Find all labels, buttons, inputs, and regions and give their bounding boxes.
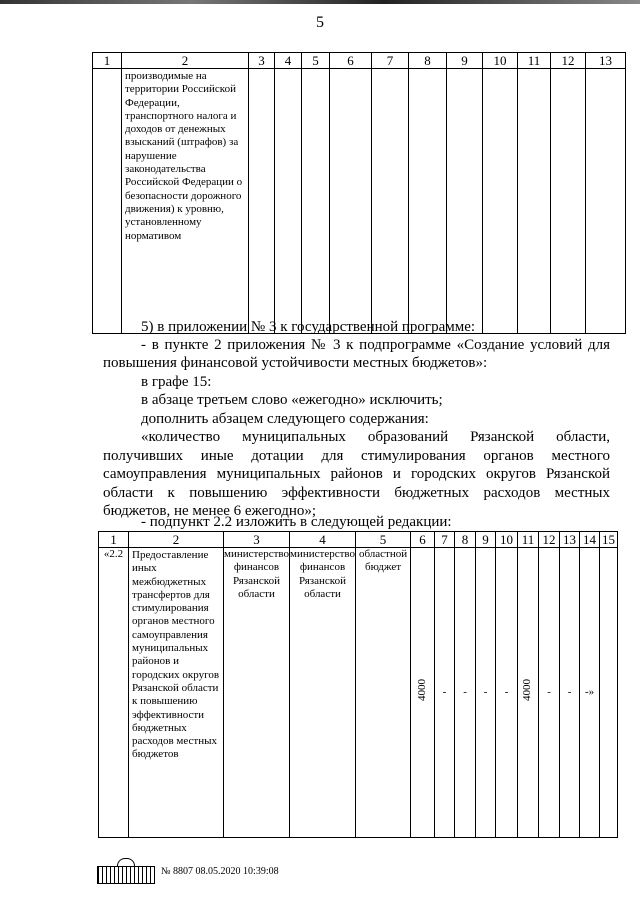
- column-header: 11: [518, 532, 539, 548]
- table-cell: [483, 69, 518, 334]
- table-cell: -: [496, 548, 518, 838]
- column-header: 3: [224, 532, 290, 548]
- amount-value: 4000: [415, 679, 428, 702]
- table-cell: [275, 69, 302, 334]
- column-header: 9: [476, 532, 496, 548]
- column-header: 6: [330, 53, 372, 69]
- paragraph-item-5: 5) в приложении № 3 к государственной программе:: [141, 319, 476, 335]
- document-footer: [97, 858, 279, 884]
- column-header: 4: [275, 53, 302, 69]
- column-header: 11: [518, 53, 551, 69]
- table-subitem-2-2: [98, 531, 618, 838]
- column-header: 12: [551, 53, 586, 69]
- column-header: 8: [409, 53, 447, 69]
- table-cell: -: [435, 548, 455, 838]
- column-header: 3: [249, 53, 275, 69]
- column-header: 4: [290, 532, 356, 548]
- paragraph-amendment-line1: - в пункте 2 приложения № 3 к подпрограмме «Создание условий для: [141, 337, 610, 353]
- column-header: 2: [129, 532, 224, 548]
- table-cell: -: [476, 548, 496, 838]
- amount-value: 4000: [521, 679, 534, 702]
- table-continuation: [92, 52, 626, 334]
- table-cell: -: [560, 548, 580, 838]
- table-cell: [302, 69, 330, 334]
- quote-line-4: области к повышению эффективности бюджетных расходов местных: [103, 485, 610, 501]
- paragraph-column-15: в графе 15:: [141, 374, 212, 390]
- description-cell: производимые на территории Российской Федерации, транспортного налога и доходов от денежных взысканий (штрафов) за нарушение законодательства Российской Федерации о безопасности дорожного движения) к уровню, установленному нормативом: [122, 69, 249, 334]
- column-header: 14: [580, 532, 600, 548]
- column-header: 7: [435, 532, 455, 548]
- page-number: 5: [316, 14, 324, 31]
- quote-line-5: бюджетов, не менее 6 ежегодно»;: [103, 503, 317, 519]
- table-cell: [409, 69, 447, 334]
- table-header-row: [93, 53, 626, 69]
- paragraph-remove-word: в абзаце третьем слово «ежегодно» исключить;: [141, 392, 443, 408]
- table-cell: [249, 69, 275, 334]
- column-header: 9: [447, 53, 483, 69]
- recipient-cell: министерство финансов Рязанской области: [290, 548, 356, 838]
- column-header: 8: [455, 532, 476, 548]
- table-cell: -: [455, 548, 476, 838]
- scan-edge: [0, 0, 640, 4]
- column-header: 2: [122, 53, 249, 69]
- quote-line-1: «количество муниципальных образований Рязанской области,: [141, 429, 610, 445]
- table-cell: [551, 69, 586, 334]
- column-header: 5: [356, 532, 411, 548]
- table-cell: [586, 69, 626, 334]
- table-cell: [600, 548, 618, 838]
- table-header-row: [99, 532, 618, 548]
- registration-stamp-icon: [97, 858, 153, 884]
- funding-source-cell: областной бюджет: [356, 548, 411, 838]
- table-cell: -: [539, 548, 560, 838]
- paragraph-amendment-line2: повышения финансовой устойчивости местных бюджетов»:: [103, 355, 488, 371]
- paragraph-add-paragraph: дополнить абзацем следующего содержания:: [141, 411, 429, 427]
- document-registration-info: № 8807 08.05.2020 10:39:08: [161, 865, 279, 877]
- table-cell: [93, 69, 122, 334]
- table-cell: [447, 69, 483, 334]
- quote-line-2: получивших иные дотации для стимулирования органов местного: [103, 448, 610, 464]
- description-cell: Предоставление иных межбюджетных трансфертов для стимулирования органов местного самоуправления муниципальных районов и городских округов Рязанской области к повышению эффективности бюджетных расходов местных бюджетов: [129, 548, 224, 838]
- column-header: 6: [411, 532, 435, 548]
- table-cell: [372, 69, 409, 334]
- column-header: 12: [539, 532, 560, 548]
- column-header: 13: [560, 532, 580, 548]
- amount-cell: [411, 548, 435, 838]
- column-header: 7: [372, 53, 409, 69]
- table-cell: [330, 69, 372, 334]
- table-row: [93, 69, 626, 334]
- table-cell: [518, 69, 551, 334]
- table-row: [99, 548, 618, 838]
- column-header: 1: [99, 532, 129, 548]
- row-number: «2.2: [99, 548, 129, 838]
- column-header: 10: [496, 532, 518, 548]
- column-header: 10: [483, 53, 518, 69]
- column-header: 13: [586, 53, 626, 69]
- table-cell: -»: [580, 548, 600, 838]
- column-header: 1: [93, 53, 122, 69]
- executor-cell: министерство финансов Рязанской области: [224, 548, 290, 838]
- quote-line-3: самоуправления муниципальных районов и городских округов Рязанской: [103, 466, 610, 482]
- column-header: 15: [600, 532, 618, 548]
- column-header: 5: [302, 53, 330, 69]
- paragraph-subitem-2-2: - подпункт 2.2 изложить в следующей редакции:: [141, 514, 452, 530]
- amount-cell: [518, 548, 539, 838]
